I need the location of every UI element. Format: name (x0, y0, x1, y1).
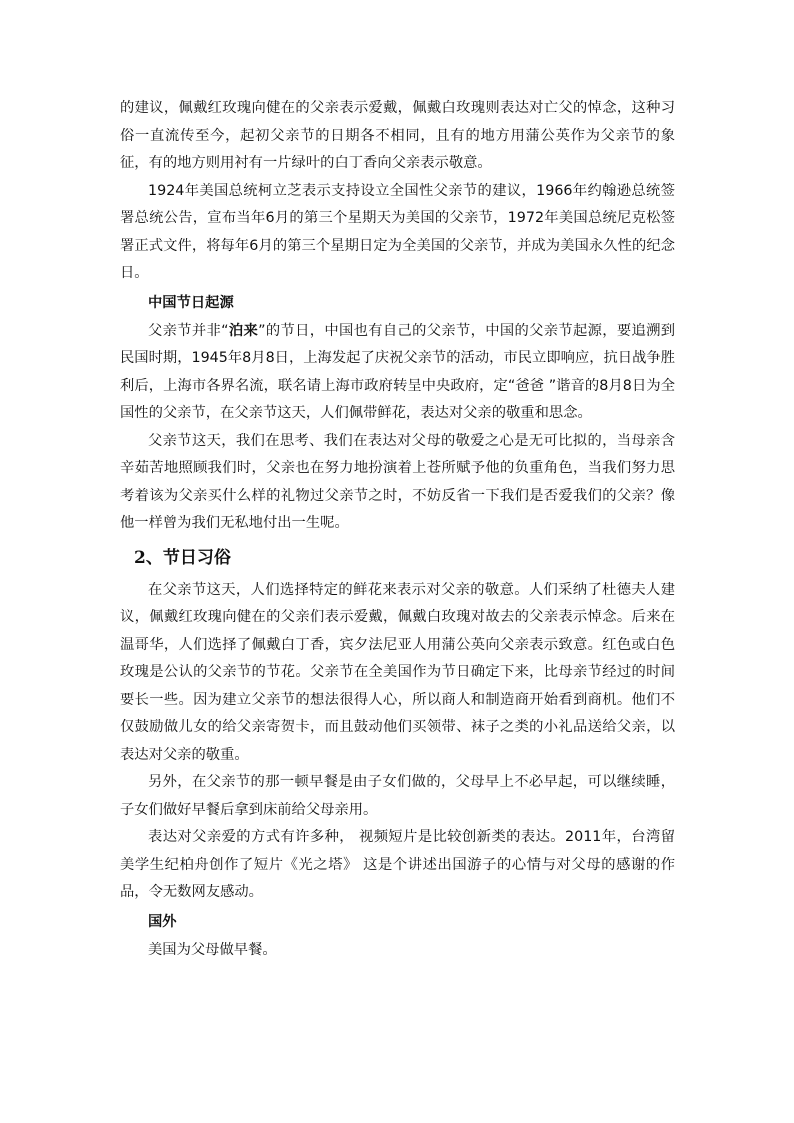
paragraph-flowers: 在父亲节这天，人们选择特定的鲜花来表示对父亲的敬意。人们采纳了杜德夫人建议，佩戴红玫瑰向健在的父亲们表示爱戴，佩戴白玫瑰对故去的父亲表示悼念。后来在温哥华，人们选择了佩戴白丁香，宾夕法尼亚人用蒲公英向父亲表示致意。红色或白色玫瑰是公认的父亲节的节花。父亲节在全美国作为节日确定下来，比母亲节经过的时间要长一些。因为建立父亲节的想法很得人心，所以商人和制造商开始看到商机。他们不仅鼓励做儿女的给父亲寄贺卡，而且鼓动他们买领带、袜子之类的小礼品送给父亲，以表达对父亲的敬重。 (120, 581, 675, 763)
paragraph-roses: 的建议，佩戴红玫瑰向健在的父亲表示爱戴，佩戴白玫瑰则表达对亡父的悼念，这种习俗一直流传至今，起初父亲节的日期各不相同，且有的地方用蒲公英作为父亲节的象征，有的地方则用衬有一片绿叶的白丁香向父亲表示敬意。 (120, 100, 675, 171)
subheading-abroad: 国外 (148, 913, 177, 930)
section-title-customs: 2、节日习俗 (134, 547, 231, 568)
paragraph-china-origin-part2: ”的节日，中国也有自己的父亲节，中国的父亲节起源，要追溯到民国时期，1945年8月8日，上海发起了庆祝父亲节的活动，市民立即响应，抗日战争胜利后，上海市各界名流，联名请上海市政府转呈中央政府，定“爸爸 ”谐音的8月8日为全国性的父亲节，在父亲节这天，人们佩带鲜花，表达对父亲的敬重和思念。 (120, 322, 676, 421)
paragraph-china-origin-part1: 父亲节并非“ (148, 322, 229, 339)
paragraph-us-breakfast: 美国为父母做早餐。 (148, 941, 277, 958)
paragraph-us-history: 1924年美国总统柯立芝表示支持设立全国性父亲节的建议，1966年约翰逊总统签署总统公告，宣布当年6月的第三个星期天为美国的父亲节，1972年美国总统尼克松签署正式文件，将每年6月的第三个星期日定为全美国的父亲节，并成为美国永久性的纪念日。 (120, 182, 675, 281)
subheading-china-origin: 中国节日起源 (148, 294, 234, 311)
paragraph-reflection: 父亲节这天，我们在思考、我们在表达对父母的敬爱之心是无可比拟的，当母亲含辛茹苦地照顾我们时，父亲也在努力地扮演着上苍所赋予他的负重角色，当我们努力思考着该为父亲买什么样的礼物过父亲节之时，不妨反省一下我们是否爱我们的父亲？像他一样曾为我们无私地付出一生呢。 (120, 432, 675, 531)
paragraph-breakfast: 另外，在父亲节的那一顿早餐是由子女们做的，父母早上不必早起，可以继续睡，子女们做好早餐后拿到床前给父母亲用。 (120, 774, 675, 818)
paragraph-china-origin-quote: 泊来 (228, 322, 259, 339)
paragraph-video: 表达对父亲爱的方式有许多种， 视频短片是比较创新类的表达。2011年，台湾留美学生纪柏舟创作了短片《光之塔》 这是个讲述出国游子的心情与对父母的感谢的作品，令无数网友感动。 (120, 829, 675, 900)
paragraph-china-origin (120, 318, 675, 428)
document-page (120, 95, 675, 964)
